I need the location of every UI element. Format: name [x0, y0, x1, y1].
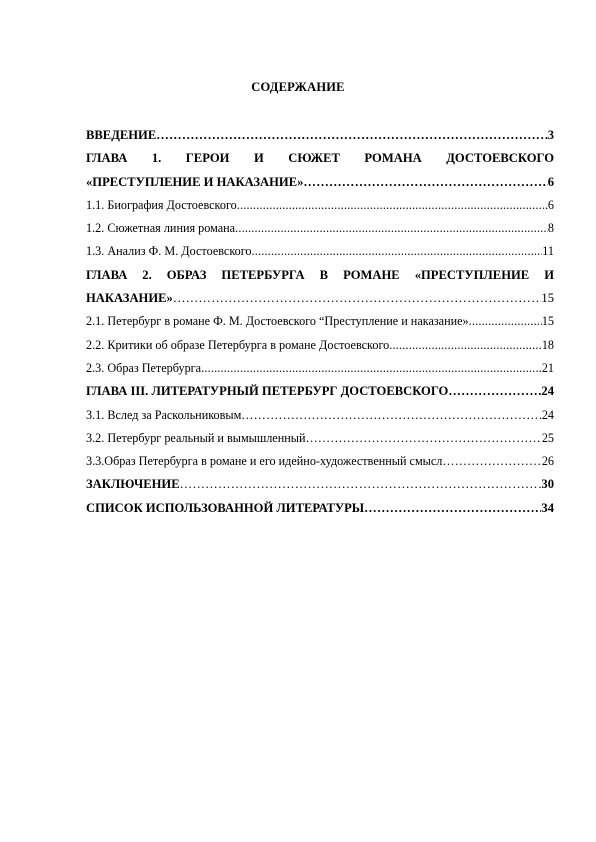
toc-entry-page: 26 — [541, 454, 554, 469]
toc-entry-text: «ПРЕСТУПЛЕНИЕ И НАКАЗАНИЕ» — [86, 174, 304, 189]
toc-entry-3-2[interactable] — [86, 431, 554, 454]
dot-leader — [364, 501, 541, 516]
toc-entry-page: 24 — [541, 407, 554, 422]
dot-leader — [303, 175, 547, 190]
dot-leader — [235, 221, 548, 236]
toc-entry-chapter-1-line-1[interactable] — [86, 151, 554, 174]
table-of-contents — [86, 128, 554, 524]
toc-entry-page: 8 — [547, 221, 554, 236]
toc-entry-3-1[interactable] — [86, 408, 554, 431]
toc-entry-bibliography[interactable] — [86, 501, 554, 524]
toc-entry-page: 34 — [541, 500, 554, 515]
toc-entry-text: ЗАКЛЮЧЕНИЕ — [86, 477, 180, 492]
toc-entry-page: 18 — [541, 337, 554, 352]
dot-leader — [448, 384, 541, 399]
toc-entry-text: 1.2. Сюжетная линия романа — [86, 221, 236, 236]
toc-entry-page: 21 — [541, 360, 554, 375]
toc-entry-2-1[interactable] — [86, 314, 554, 337]
toc-entry-3-3[interactable] — [86, 454, 554, 477]
toc-entry-page: 24 — [541, 384, 554, 399]
dot-leader — [156, 128, 547, 143]
toc-entry-2-2[interactable] — [86, 338, 554, 361]
toc-entry-text: ГЛАВА 1. ГЕРОИ И СЮЖЕТ РОМАНА ДОСТОЕВСКОГО — [86, 151, 554, 166]
dot-leader — [173, 291, 542, 306]
toc-title: СОДЕРЖАНИЕ — [251, 80, 345, 94]
dot-leader — [241, 408, 542, 423]
dot-leader — [442, 454, 541, 469]
toc-entry-conclusion[interactable] — [86, 477, 554, 500]
toc-entry-chapter-3[interactable] — [86, 384, 554, 407]
toc-entry-page: 6 — [547, 197, 554, 212]
toc-entry-text: 1.1. Биография Достоевского — [86, 197, 237, 212]
toc-entry-text: 2.1. Петербург в романе Ф. М. Достоевского “Преступление и наказание» — [86, 314, 469, 329]
toc-entry-1-3[interactable] — [86, 244, 554, 267]
toc-entry-page: 25 — [541, 430, 554, 445]
dot-leader — [305, 431, 541, 446]
toc-entry-chapter-1-line-2[interactable] — [86, 175, 554, 198]
dot-leader — [201, 361, 542, 376]
toc-entry-1-1[interactable] — [86, 198, 554, 221]
toc-entry-text: 3.3.Образ Петербурга в романе и его идейно-художественный смысл — [86, 454, 443, 469]
toc-entry-text: 3.1. Вслед за Раскольниковым — [86, 407, 242, 422]
dot-leader — [469, 314, 542, 329]
dot-leader — [180, 477, 542, 492]
toc-entry-page: 3 — [547, 128, 554, 142]
dot-leader — [389, 338, 542, 353]
toc-entry-text: 2.3. Образ Петербурга — [86, 360, 202, 375]
dot-leader — [237, 198, 548, 213]
toc-entry-text: ГЛАВА III. ЛИТЕРАТУРНЫЙ ПЕТЕРБУРГ ДОСТОЕВСКОГО — [86, 384, 449, 399]
toc-entry-text: ГЛАВА 2. ОБРАЗ ПЕТЕРБУРГА В РОМАНЕ «ПРЕСТУПЛЕНИЕ И — [86, 267, 554, 282]
toc-entry-text: ВВЕДЕНИЕ — [86, 128, 157, 142]
toc-entry-text: 3.2. Петербург реальный и вымышленный — [86, 430, 306, 445]
toc-entry-page: 15 — [541, 291, 554, 306]
toc-entry-chapter-2-line-1[interactable] — [86, 268, 554, 291]
toc-entry-1-2[interactable] — [86, 221, 554, 244]
toc-entry-page: 30 — [541, 477, 554, 492]
toc-entry-introduction[interactable] — [86, 128, 554, 151]
toc-entry-text: СПИСОК ИСПОЛЬЗОВАННОЙ ЛИТЕРАТУРЫ — [86, 500, 365, 515]
toc-entry-chapter-2-line-2[interactable] — [86, 291, 554, 314]
toc-entry-page: 11 — [542, 244, 554, 259]
toc-entry-text: 2.2. Критики об образе Петербурга в романе Достоевского — [86, 337, 390, 352]
toc-entry-page: 15 — [541, 314, 554, 329]
toc-entry-2-3[interactable] — [86, 361, 554, 384]
toc-entry-text: 1.3. Анализ Ф. М. Достоевского — [86, 244, 252, 259]
toc-entry-text: НАКАЗАНИЕ» — [86, 291, 173, 306]
dot-leader — [252, 244, 543, 259]
toc-entry-page: 6 — [547, 174, 554, 189]
